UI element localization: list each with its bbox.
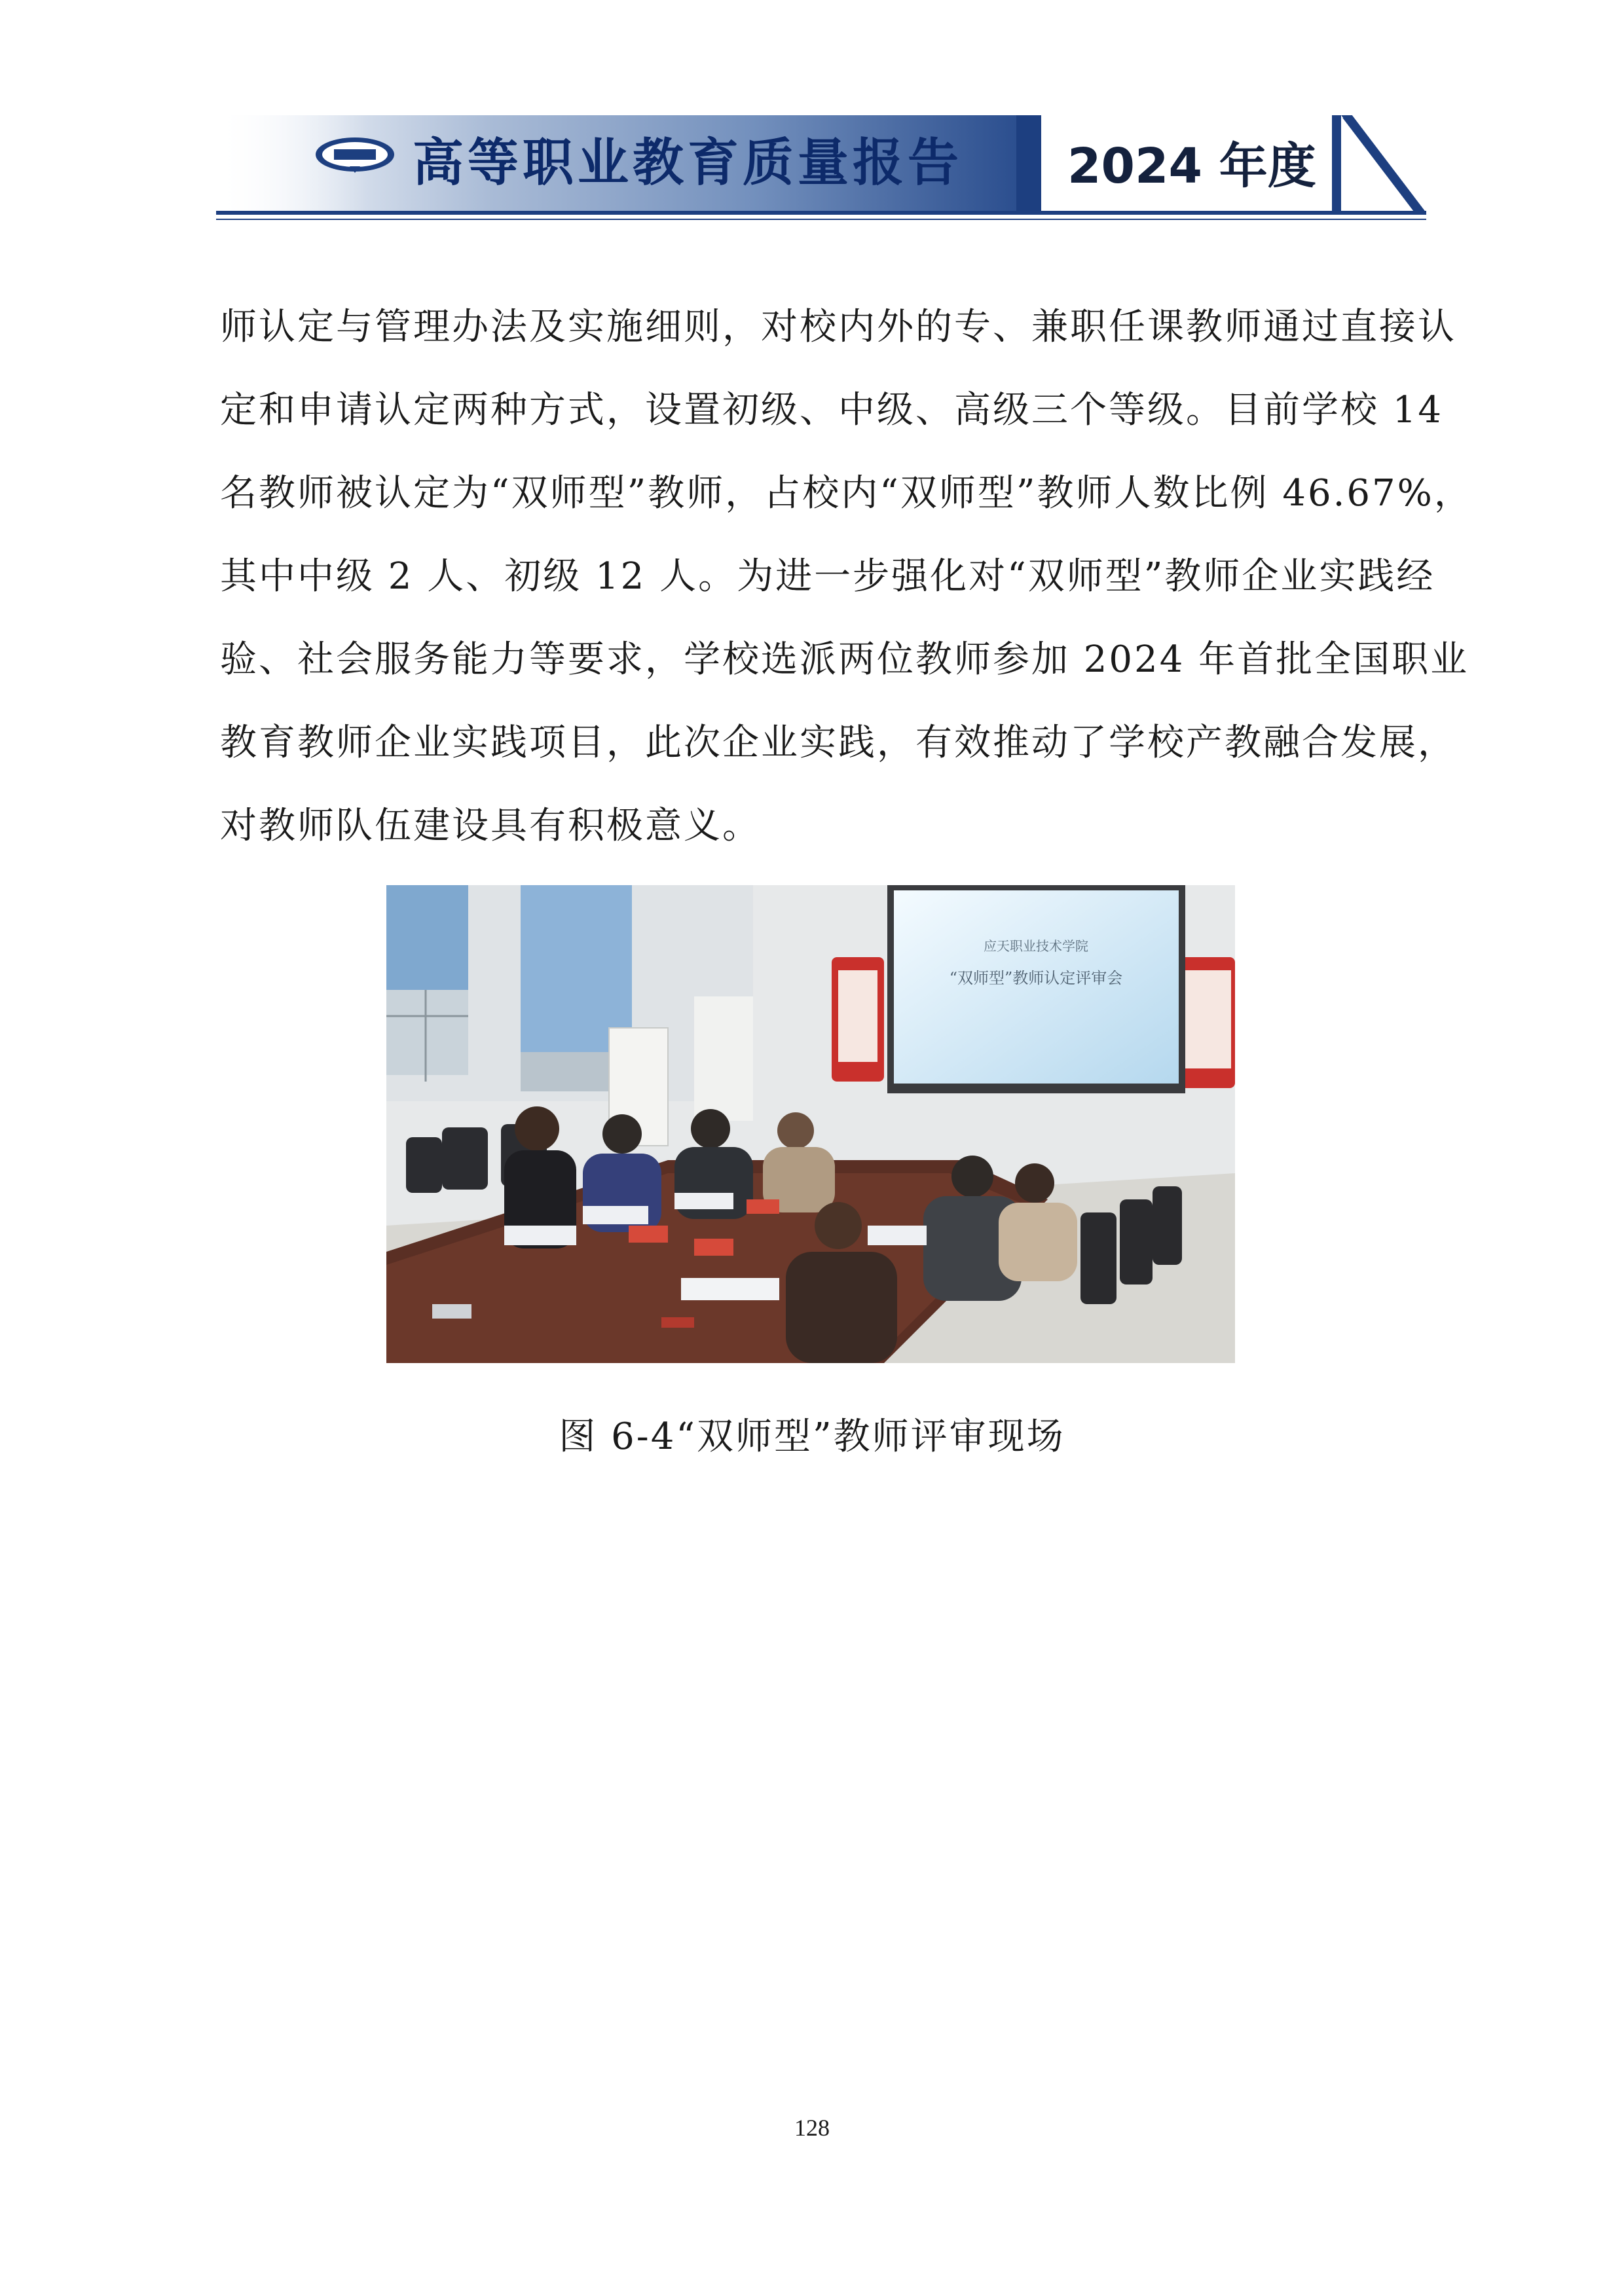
year-box-bar: [1016, 115, 1041, 213]
header-rule-thin: [216, 219, 1426, 220]
screen-title: 应天职业技术学院: [984, 938, 1088, 954]
page-number: 128: [794, 2115, 830, 2141]
school-emblem-icon: [314, 135, 396, 174]
report-year: 2024 年度: [1067, 138, 1316, 194]
paragraph-line: 对教师队伍建设具有积极意义。: [220, 805, 761, 847]
header-banner: [216, 115, 1426, 213]
year-box: [1016, 115, 1426, 213]
paragraph-line: 定和申请认定两种方式，设置初级、中级、高级三个等级。目前学校 14: [220, 389, 1444, 431]
paragraph-line: 验、社会服务能力等要求，学校选派两位教师参加 2024 年首批全国职业: [220, 638, 1469, 681]
header-rule: [216, 211, 1426, 215]
paragraph-line: 师认定与管理办法及实施细则，对校内外的专、兼职任课教师通过直接认: [220, 306, 1456, 348]
screen-subtitle: “双师型”教师认定评审会: [949, 969, 1123, 987]
paragraph-line: 其中中级 2 人、初级 12 人。为进一步强化对“双师型”教师企业实践经: [220, 555, 1435, 598]
paragraph-line: 名教师被认定为“双师型”教师，占校内“双师型”教师人数比例 46.67%，: [220, 472, 1473, 515]
body-paragraph: [220, 285, 1473, 867]
figure-caption: 图 6-4“双师型”教师评审现场: [559, 1415, 1065, 1458]
report-title: 高等职业教育质量报告: [413, 134, 963, 192]
meeting-photo: [386, 885, 1235, 1363]
paragraph-line: 教育教师企业实践项目，此次企业实践，有效推动了学校产教融合发展，: [220, 721, 1456, 764]
corner-arrow-icon: [1332, 115, 1426, 213]
